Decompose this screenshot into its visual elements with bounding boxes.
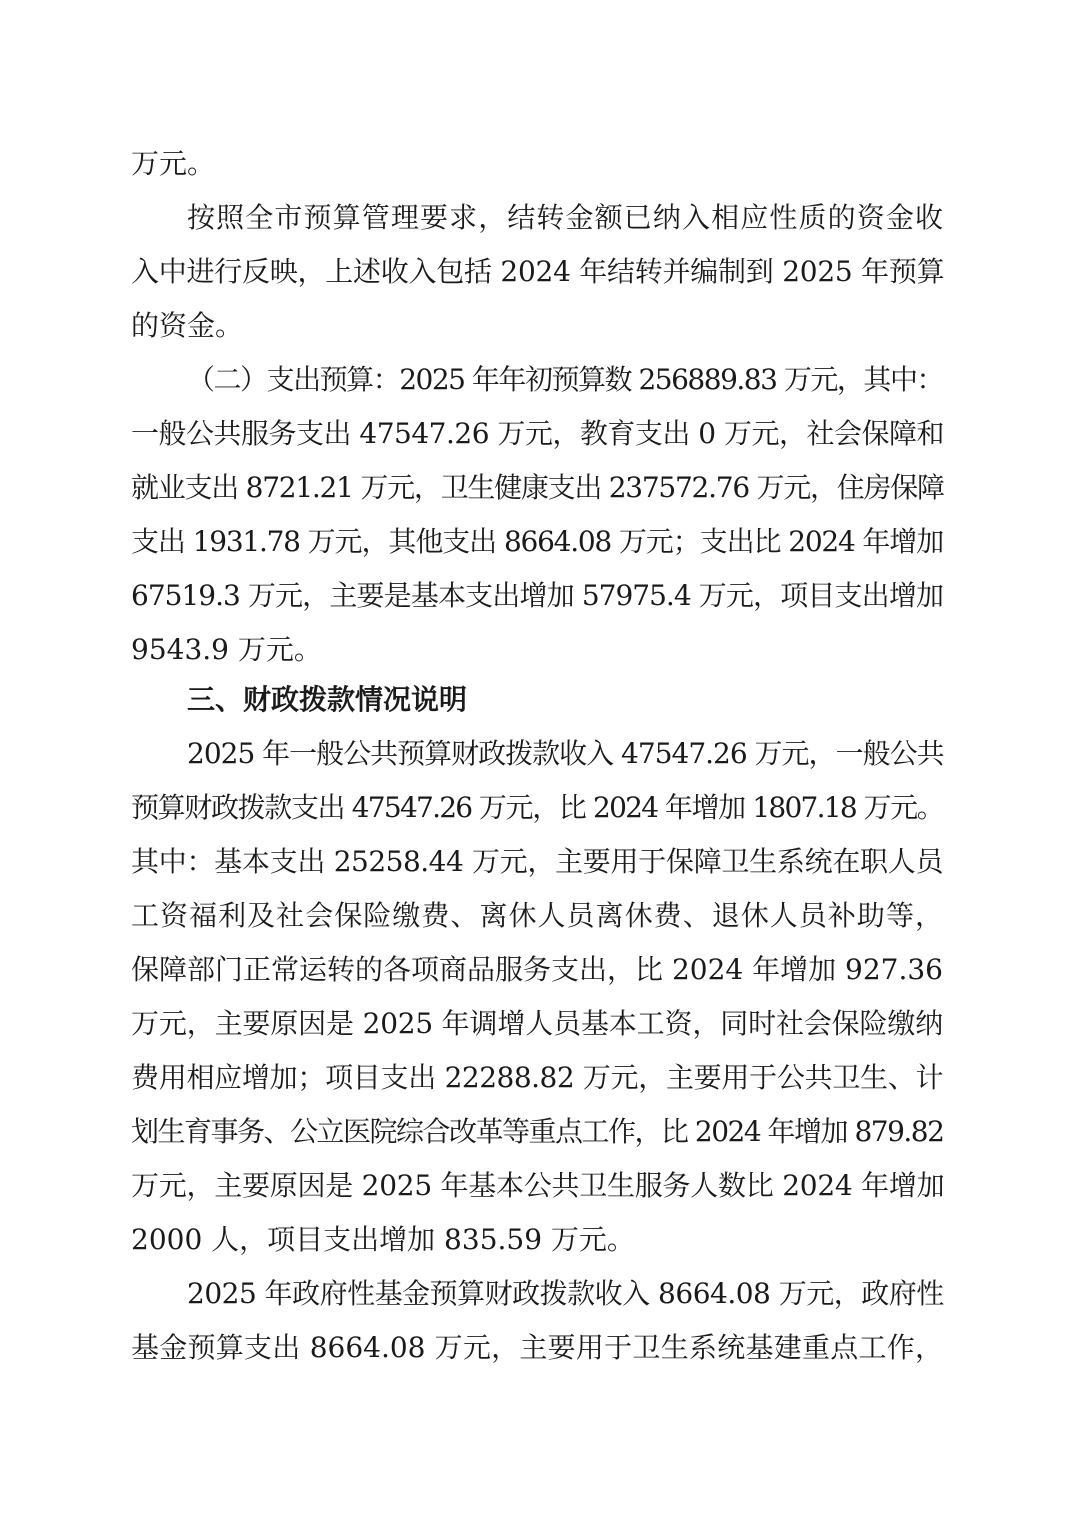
section-heading: 三、财政拨款情况说明: [187, 683, 468, 716]
text-line: 万元，主要原因是 2025 年基本公共卫生服务人数比 2024 年增加: [131, 1169, 945, 1202]
text-line: 支出 1931.78 万元，其他支出 8664.08 万元；支出比 2024 年增加: [131, 525, 943, 558]
text-line: 67519.3 万元，主要是基本支出增加 57975.4 万元，项目支出增加: [131, 579, 943, 612]
text-line: 其中：基本支出 25258.44 万元，主要用于保障卫生系统在职人员: [131, 845, 943, 878]
paragraph-first-line: [187, 360, 943, 400]
text-line: 预算财政拨款支出 47547.26 万元，比 2024 年增加 1807.18 万元。: [131, 791, 943, 824]
text-line: 的资金。: [131, 309, 244, 342]
text-line: 保障部门正常运转的各项商品服务支出，比 2024 年增加 927.36: [131, 953, 943, 986]
text-line: 费用相应增加；项目支出 22288.82 万元，主要用于公共卫生、计: [131, 1061, 943, 1094]
text-line: 万元，主要原因是 2025 年调增人员基本工资，同时社会保险缴纳: [131, 1007, 943, 1040]
text-line: 9543.9 万元。: [131, 633, 322, 666]
text-line: 划生育事务、公立医院综合改革等重点工作，比 2024 年增加 879.82: [131, 1115, 944, 1148]
section-lead-rest: 2025 年年初预算数 256889.83 万元，其中：: [399, 363, 943, 396]
text-line: 入中进行反映，上述收入包括 2024 年结转并编制到 2025 年预算: [131, 255, 945, 288]
text-line: 基金预算支出 8664.08 万元，主要用于卫生系统基建重点工作，: [131, 1331, 943, 1364]
text-line: 工资福利及社会保险缴费、离休人员离休费、退休人员补助等，: [131, 899, 943, 932]
text-line: 一般公共服务支出 47547.26 万元，教育支出 0 万元，社会保障和: [131, 417, 945, 450]
text-line: 万元。: [131, 147, 216, 180]
paragraph-first-line: 按照全市预算管理要求，结转金额已纳入相应性质的资金收: [187, 201, 943, 234]
paragraph-first-line: 2025 年政府性基金预算财政拨款收入 8664.08 万元，政府性: [187, 1277, 944, 1310]
section-lead: （二）支出预算：: [187, 363, 400, 396]
paragraph-first-line: 2025 年一般公共预算财政拨款收入 47547.26 万元，一般公共: [187, 737, 944, 770]
text-line: 2000 人，项目支出增加 835.59 万元。: [131, 1223, 635, 1256]
text-line: 就业支出 8721.21 万元，卫生健康支出 237572.76 万元，住房保障: [131, 471, 944, 504]
